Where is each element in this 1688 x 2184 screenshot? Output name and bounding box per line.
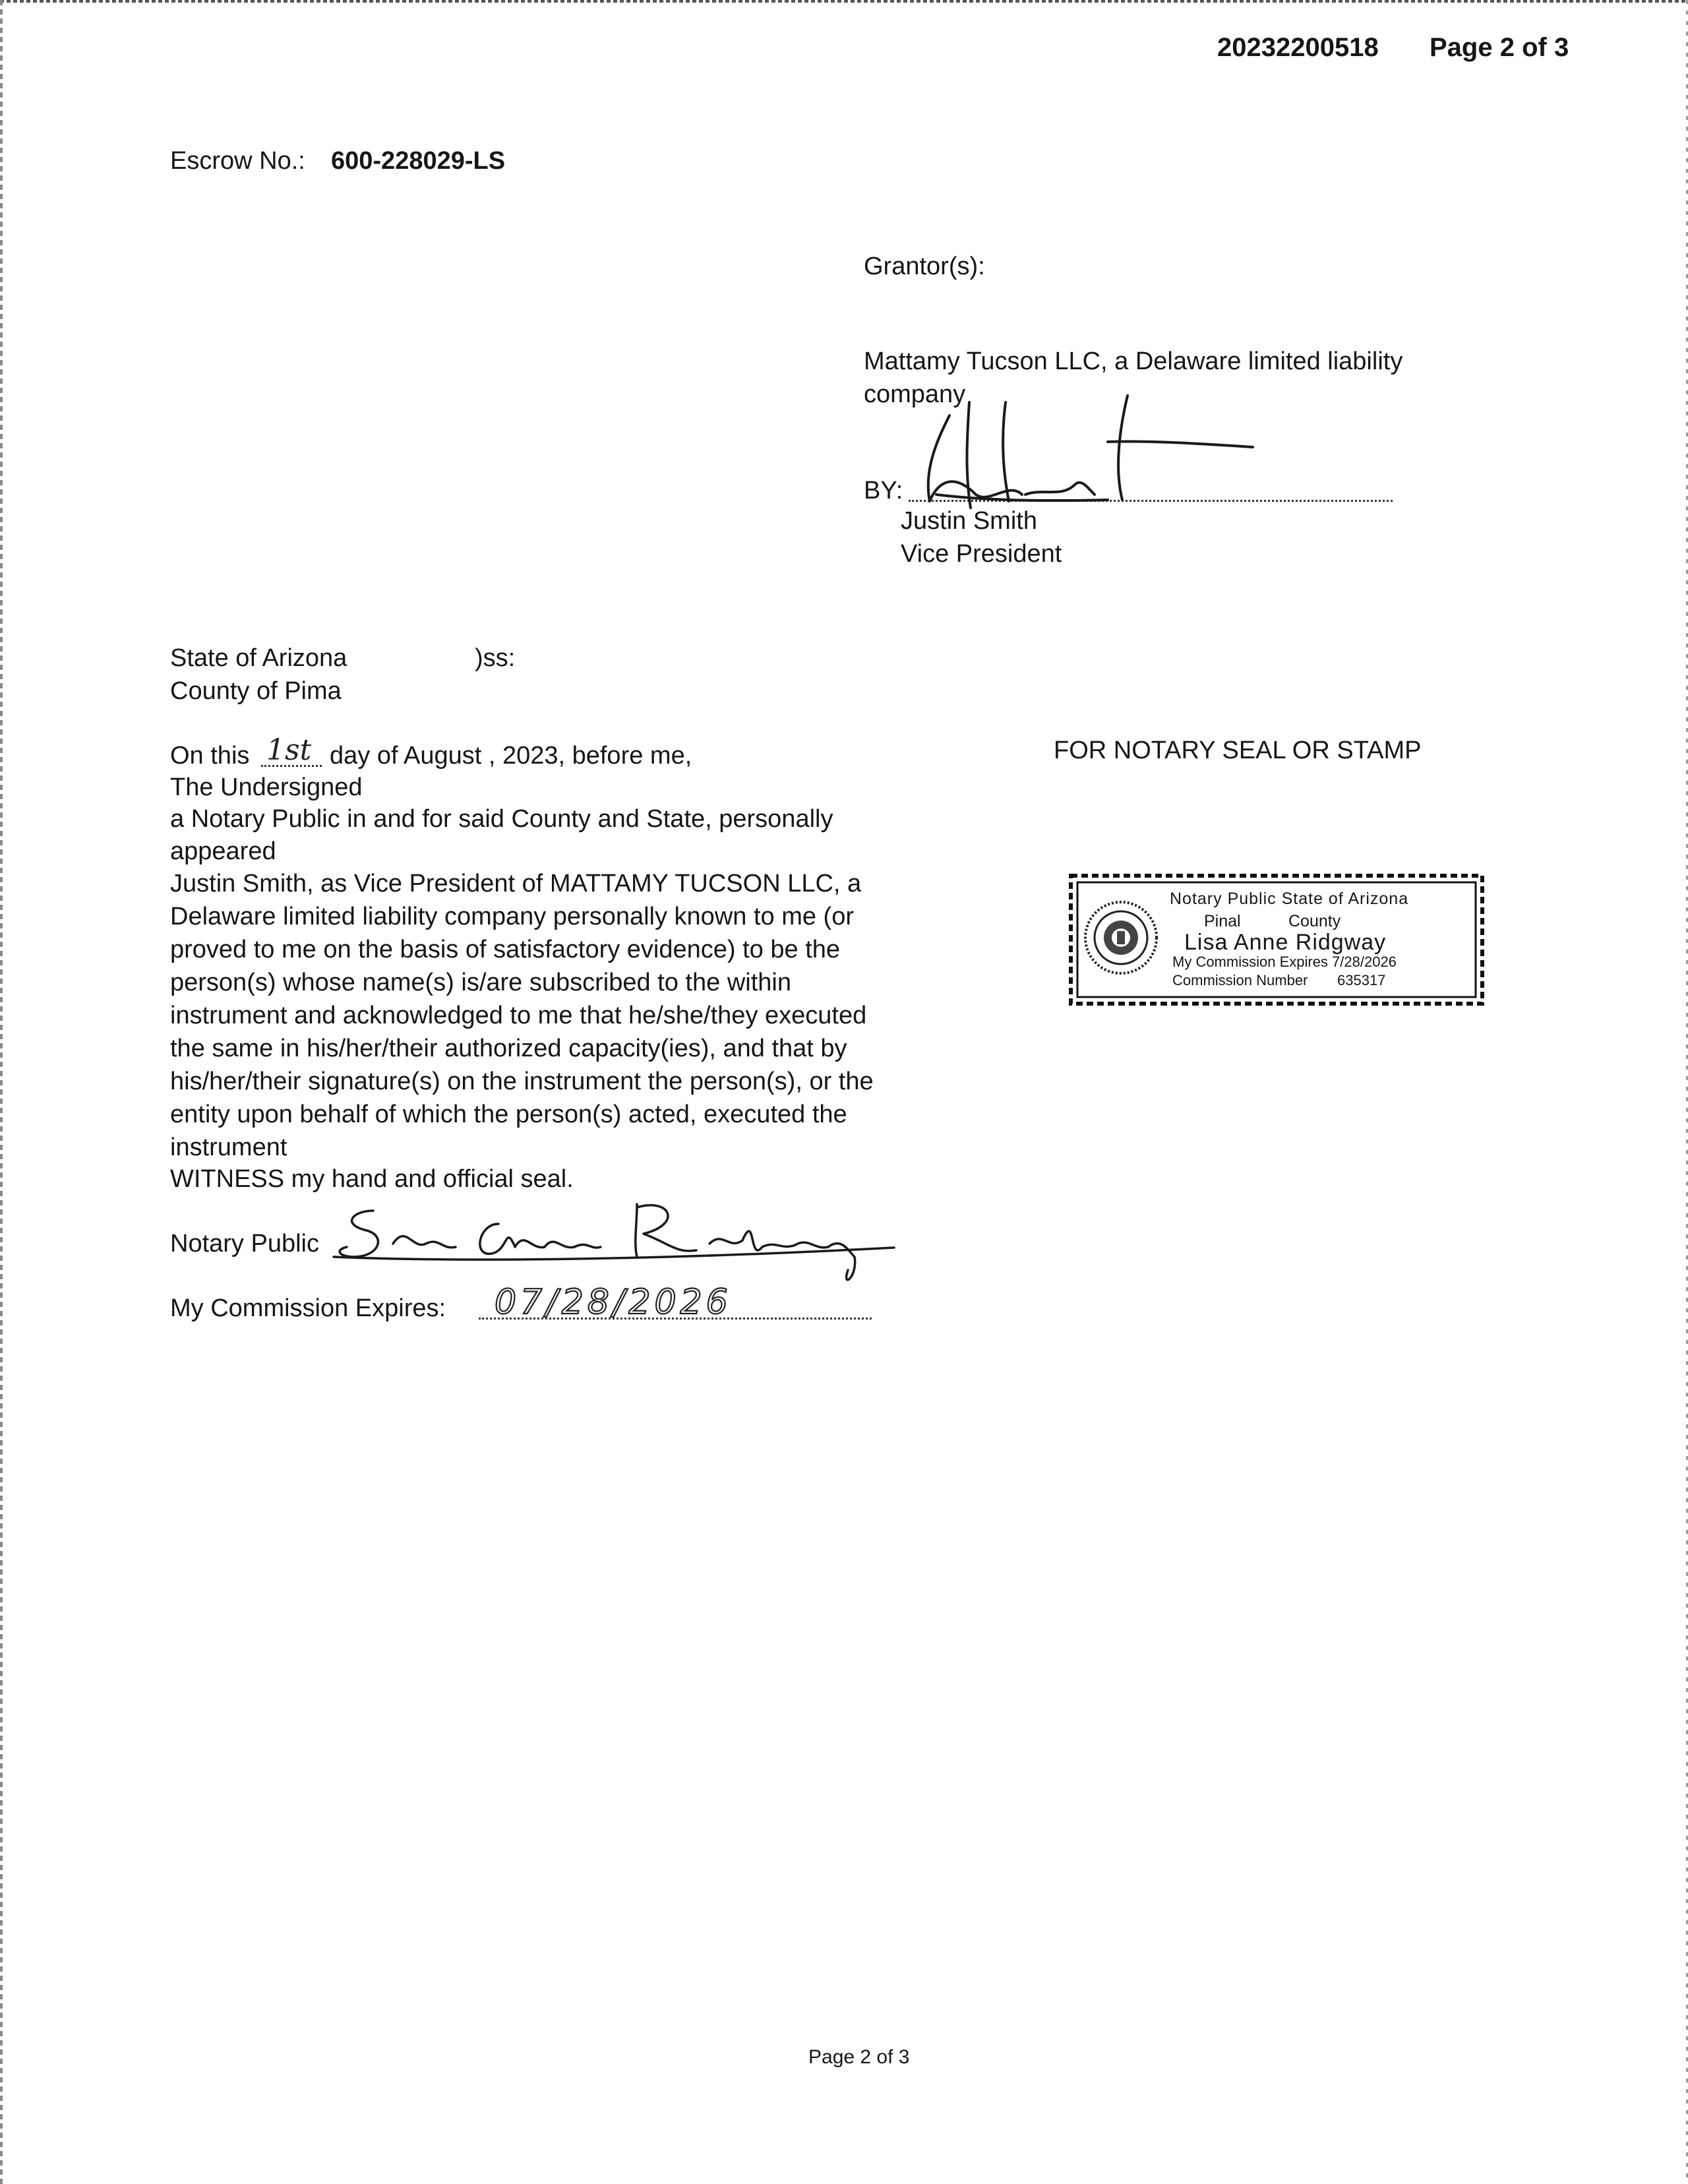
ack-line: appeared <box>170 837 276 865</box>
ack-line: Justin Smith, as Vice President of MATTAMY TUCSON LLC, a <box>170 870 862 897</box>
ack-line: his/her/their signature(s) on the instrument the person(s), or the <box>170 1068 874 1095</box>
escrow-label: Escrow No.: <box>170 147 305 175</box>
venue-state: State of Arizona <box>170 644 347 672</box>
escrow-number: 600-228029-LS <box>331 147 506 175</box>
day-handwritten <box>264 731 319 769</box>
grantor-signature <box>910 389 1266 521</box>
ack-line: entity upon behalf of which the person(s) acted, executed the <box>170 1101 847 1128</box>
ack-line: proved to me on the basis of satisfactory evidence) to be the <box>170 936 841 963</box>
stamp-county-name: Pinal <box>1204 912 1241 930</box>
commission-expires-handwritten <box>488 1279 798 1323</box>
ack-line: the same in his/her/their authorized capacity(ies), and that by <box>170 1035 847 1062</box>
venue-ss: )ss: <box>475 644 516 672</box>
seal-heading: FOR NOTARY SEAL OR STAMP <box>1054 737 1422 764</box>
scan-edge-left <box>0 0 3 2184</box>
ack-on-this: On this <box>170 742 250 770</box>
venue-county: County of Pima <box>170 677 342 705</box>
commission-expires-label: My Commission Expires: <box>170 1294 446 1322</box>
ack-line: person(s) whose name(s) is/are subscribed to the within <box>170 969 791 996</box>
ack-date-rest: day of August , 2023, before me, <box>330 742 692 770</box>
stamp-commission-label: Commission Number <box>1172 972 1308 988</box>
arizona-seal-icon <box>1081 898 1160 977</box>
header-page-label: Page 2 of 3 <box>1430 33 1569 62</box>
ack-line: instrument <box>170 1134 287 1161</box>
day-handwritten-text: 1st <box>266 733 312 767</box>
stamp-expires: My Commission Expires 7/28/2026 <box>1172 954 1397 970</box>
ack-line: instrument and acknowledged to me that he/she/they executed <box>170 1002 867 1029</box>
footer-page-label: Page 2 of 3 <box>808 2046 910 2068</box>
witness-line: WITNESS my hand and official seal. <box>170 1165 574 1193</box>
recording-number: 20232200518 <box>1217 33 1379 62</box>
stamp-county-word: County <box>1288 912 1341 930</box>
stamp-notary-name: Lisa Anne Ridgway <box>1184 930 1387 955</box>
scan-edge-top <box>0 0 1688 3</box>
by-label: BY: <box>864 477 903 504</box>
grantor-company-line1: Mattamy Tucson LLC, a Delaware limited liability <box>864 348 1403 375</box>
grantor-company-line2: company <box>864 380 966 408</box>
ack-line: Delaware limited liability company personally known to me (or <box>170 903 854 930</box>
signer-name: Justin Smith <box>901 507 1037 535</box>
grantor-heading: Grantor(s): <box>864 253 985 280</box>
stamp-line-state: Notary Public State of Arizona <box>1170 890 1409 908</box>
stamp-commission-number: 635317 <box>1337 972 1386 988</box>
signer-title: Vice President <box>901 540 1062 568</box>
notary-stamp <box>1066 869 1488 1010</box>
ack-line: a Notary Public in and for said County and State, personally <box>170 805 833 833</box>
commission-expires-text: 07/28/2026 <box>495 1283 732 1322</box>
notary-public-label: Notary Public <box>170 1230 319 1258</box>
ack-line: The Undersigned <box>170 774 363 801</box>
